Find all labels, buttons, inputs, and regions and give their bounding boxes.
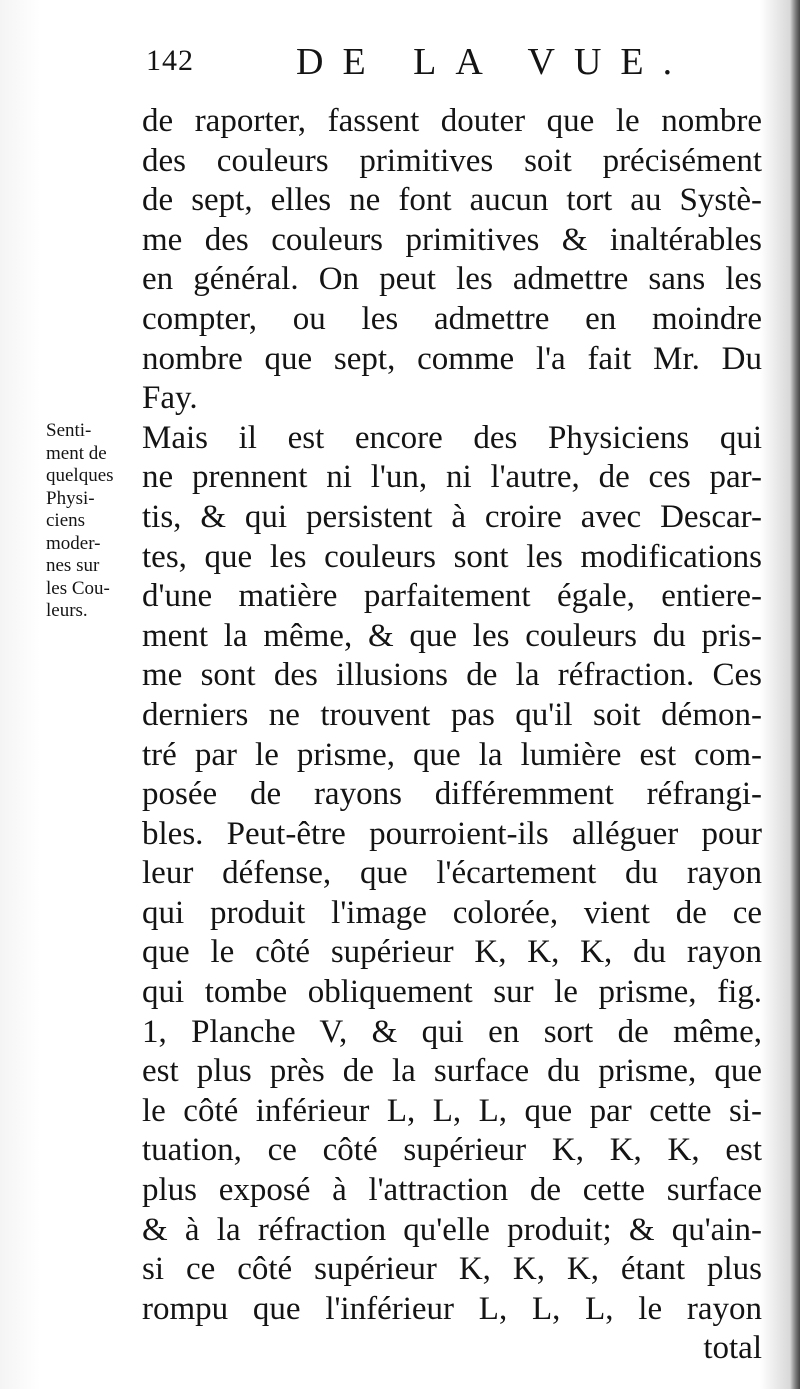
page-header — [146, 40, 766, 90]
text-line: derniers ne trouvent pas qu'il soit démon- — [142, 696, 762, 733]
text-line: tis, & qui persistent à croire avec Descar- — [142, 498, 762, 535]
text-line: nombre que sept, comme l'a fait Mr. Du — [142, 340, 762, 377]
text-line: de sept, elles ne font aucun tort au Systè- — [142, 182, 762, 219]
text-line: & à la réfraction qu'elle produit; & qu'ain- — [142, 1211, 762, 1248]
margin-note-line: quelques — [46, 465, 114, 486]
margin-note-line: ciens — [46, 510, 86, 531]
margin-note-line: ment de — [46, 442, 107, 464]
text-line: qui produit l'image colorée, vient de ce — [142, 894, 762, 931]
gutter-shadow — [790, 0, 800, 1389]
text-line: d'une matière parfaitement égale, entiere- — [142, 578, 762, 615]
text-line: tré par le prisme, que la lumière est com- — [142, 736, 762, 773]
text-line: le côté inférieur L, L, L, que par cette si- — [142, 1092, 762, 1129]
text-line: si ce côté supérieur K, K, K, étant plus — [142, 1251, 762, 1288]
text-line: bles. Peut-être pourroient-ils alléguer pour — [142, 815, 762, 852]
body-text — [142, 102, 762, 1369]
margin-note-line: Physi- — [46, 487, 95, 509]
running-title: DE LA VUE. — [296, 41, 692, 83]
margin-note — [46, 420, 142, 623]
text-line: leur défense, que l'écartement du rayon — [142, 855, 762, 892]
text-line: me des couleurs primitives & inaltérables — [142, 221, 762, 258]
text-line: posée de rayons différemment réfrangi- — [142, 776, 762, 813]
margin-note-line: Senti- — [46, 420, 92, 441]
margin-note-line: les Cou- — [46, 577, 110, 599]
text-line: en général. On peut les admettre sans les — [142, 261, 762, 298]
text-line: compter, ou les admettre en moindre — [142, 300, 762, 337]
text-line: que le côté supérieur K, K, K, du rayon — [142, 934, 762, 971]
margin-note-line: leurs. — [46, 600, 88, 621]
margin-note-line: nes sur — [46, 555, 100, 576]
text-line: rompu que l'inférieur L, L, L, le rayon — [142, 1290, 762, 1327]
text-line: plus exposé à l'attraction de cette surface — [142, 1172, 762, 1209]
text-line: de raporter, fassent douter que le nombre — [142, 103, 762, 139]
text-line: tuation, ce côté supérieur K, K, K, est — [142, 1132, 762, 1169]
page-number: 142 — [146, 44, 194, 77]
text-line: Mais il est encore des Physiciens qui — [142, 419, 762, 456]
text-line: est plus près de la surface du prisme, que — [142, 1053, 762, 1090]
margin-note-line: moder- — [46, 532, 101, 554]
text-line: ment la même, & que les couleurs du pris- — [142, 617, 762, 654]
text-line: qui tombe obliquement sur le prisme, fig. — [142, 974, 762, 1011]
text-line: tes, que les couleurs sont les modifications — [142, 538, 762, 575]
text-line: me sont des illusions de la réfraction. Ces — [142, 657, 762, 694]
catchword: total — [703, 1330, 762, 1367]
text-line: Fay. — [142, 380, 198, 417]
text-line: des couleurs primitives soit précisément — [142, 142, 762, 179]
text-line: 1, Planche V, & qui en sort de même, — [142, 1013, 762, 1050]
text-line: ne prennent ni l'un, ni l'autre, de ces par- — [142, 459, 762, 496]
